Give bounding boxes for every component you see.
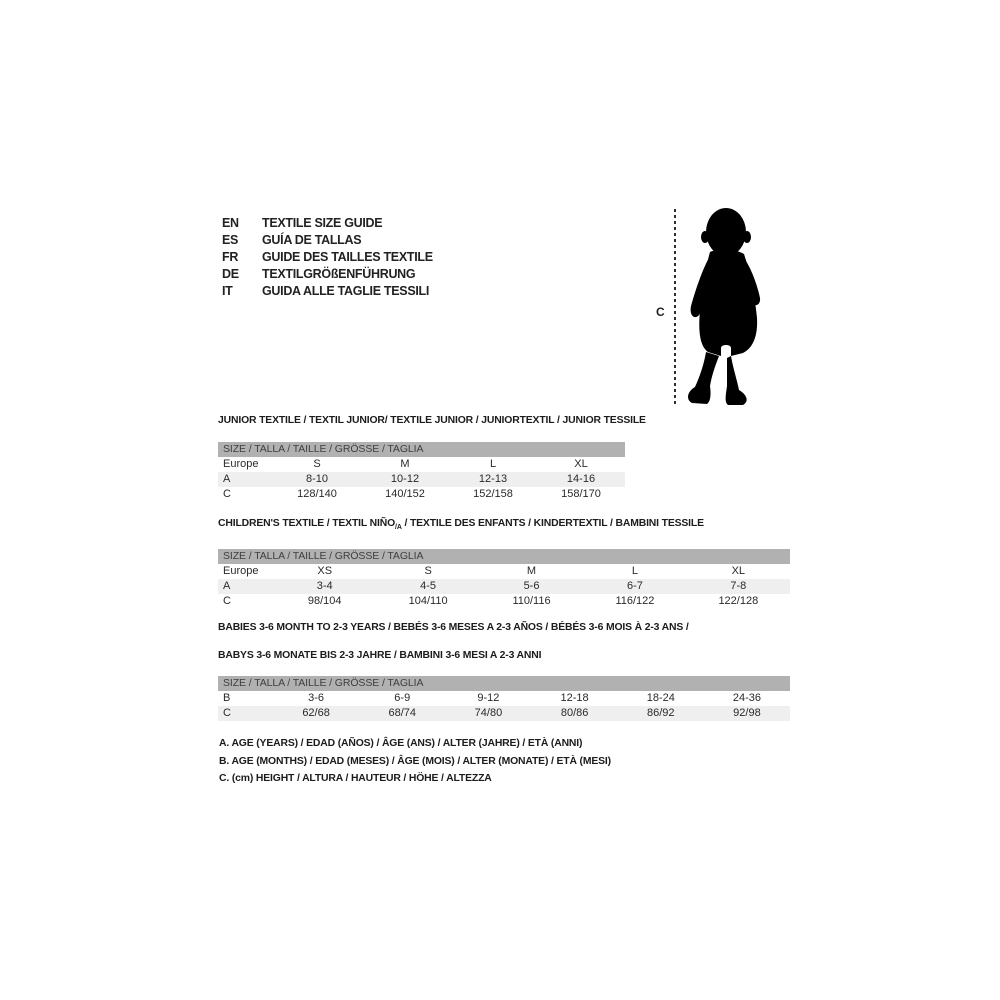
table-cell: 12-13 xyxy=(478,472,508,485)
table-cell: 158/170 xyxy=(561,487,601,500)
size-table-babies xyxy=(218,621,790,721)
language-code: DE xyxy=(222,267,239,281)
table-rows-junior xyxy=(218,457,625,502)
language-code: EN xyxy=(222,216,239,230)
table-row xyxy=(218,706,790,721)
row-label: C xyxy=(223,594,231,607)
row-label: B xyxy=(223,692,231,704)
table-cell: 5-6 xyxy=(523,579,540,592)
row-label: A xyxy=(223,579,231,592)
legend-line: B. AGE (MONTHS) / EDAD (MESES) / ÂGE (MOIS) / ALTER (MONATE) / ETÀ (MESI) xyxy=(219,755,611,767)
table-rows-babies xyxy=(218,691,790,721)
language-code: FR xyxy=(222,250,239,264)
row-label: C xyxy=(223,487,231,500)
table-cell: XS xyxy=(317,564,333,577)
table-row xyxy=(218,691,790,706)
language-label: GUIDE DES TAILLES TEXTILE xyxy=(262,250,433,264)
measure-label-c: C xyxy=(656,305,665,319)
table-cell: 7-8 xyxy=(730,579,747,592)
table-title-line: BABYS 3-6 MONATE BIS 2-3 JAHRE / BAMBINI 3-6 MESI A 2-3 ANNI xyxy=(218,649,542,661)
table-cell: 92/98 xyxy=(733,707,761,719)
table-cell: L xyxy=(489,457,497,470)
table-header-babies: SIZE / TALLA / TAILLE / GRÖSSE / TAGLIA xyxy=(218,676,790,691)
table-title-line: BABIES 3-6 MONTH TO 2-3 YEARS / BEBÉS 3-6 MESES A 2-3 AÑOS / BÉBÉS 3-6 MOIS À 2-3 ANS / xyxy=(218,622,689,633)
table-cell: 74/80 xyxy=(474,707,503,719)
language-list xyxy=(222,215,433,300)
table-cell: 110/116 xyxy=(512,594,551,607)
table-row xyxy=(218,594,790,609)
table-cell: 86/92 xyxy=(647,707,675,719)
language-label: TEXTILGRÖßENFÜHRUNG xyxy=(262,267,416,281)
table-title-children xyxy=(218,517,790,536)
language-label: GUÍA DE TALLAS xyxy=(262,233,362,247)
table-cell: 62/68 xyxy=(302,707,330,719)
language-row xyxy=(222,249,433,266)
table-cell: 10-12 xyxy=(390,472,420,485)
table-cell: 128/140 xyxy=(297,487,337,500)
table-header-junior: SIZE / TALLA / TAILLE / GRÖSSE / TAGLIA xyxy=(218,442,625,457)
size-table-children xyxy=(218,517,790,609)
table-cell: 24-36 xyxy=(732,692,762,704)
toddler-silhouette-icon xyxy=(686,206,778,410)
table-row xyxy=(218,487,625,502)
table-cell: 140/152 xyxy=(385,487,425,500)
table-cell: 80/86 xyxy=(560,707,589,719)
table-cell: 4-5 xyxy=(420,579,437,592)
table-cell: S xyxy=(313,457,321,470)
table-title-junior xyxy=(218,414,646,429)
table-cell: 6-9 xyxy=(394,692,411,704)
table-rows-children xyxy=(218,564,790,609)
language-code: IT xyxy=(222,284,233,298)
table-cell: 14-16 xyxy=(566,472,596,485)
legend-line: A. AGE (YEARS) / EDAD (AÑOS) / ÂGE (ANS) / ALTER (JAHRE) / ETÀ (ANNI) xyxy=(219,738,583,749)
table-cell: 18-24 xyxy=(646,692,675,704)
language-row xyxy=(222,232,433,249)
language-label: TEXTILE SIZE GUIDE xyxy=(262,216,383,230)
table-cell: 68/74 xyxy=(388,707,417,719)
table-row xyxy=(218,579,790,594)
table-cell: 9-12 xyxy=(477,692,500,704)
table-cell: S xyxy=(424,564,432,577)
table-cell: M xyxy=(526,564,537,577)
table-row xyxy=(218,457,625,472)
table-cell: 8-10 xyxy=(305,472,329,485)
table-row xyxy=(218,564,790,579)
language-row xyxy=(222,283,433,300)
table-cell: 12-18 xyxy=(560,692,589,704)
table-title-babies xyxy=(218,621,790,663)
table-header-children: SIZE / TALLA / TAILLE / GRÖSSE / TAGLIA xyxy=(218,549,790,564)
measure-legend xyxy=(219,735,611,788)
table-cell: 98/104 xyxy=(307,594,342,607)
legend-line: C. (cm) HEIGHT / ALTURA / HAUTEUR / HÖHE / ALTEZZA xyxy=(219,773,492,784)
table-title-line: JUNIOR TEXTILE / TEXTIL JUNIOR/ TEXTILE JUNIOR / JUNIORTEXTIL / JUNIOR TESSILE xyxy=(218,415,646,426)
table-cell: 152/158 xyxy=(473,487,513,500)
language-row xyxy=(222,215,433,232)
table-cell: 122/128 xyxy=(718,594,759,607)
language-code: ES xyxy=(222,233,239,247)
size-table-junior xyxy=(218,414,646,502)
row-label: C xyxy=(223,707,231,719)
table-cell: 3-4 xyxy=(316,579,333,592)
table-cell: L xyxy=(631,564,638,577)
table-cell: 6-7 xyxy=(626,579,643,592)
height-measure-dashed-line xyxy=(674,209,676,406)
table-cell: M xyxy=(400,457,410,470)
row-label: Europe xyxy=(223,564,259,577)
table-title-line: CHILDREN'S TEXTILE / TEXTIL $NIÑO_{/A}$ / TEXTILE DES ENFANTS / KINDERTEXTIL / BAMBINI TESSILE xyxy=(218,518,704,532)
table-row xyxy=(218,472,625,487)
language-row xyxy=(222,266,433,283)
table-cell: XL xyxy=(574,457,588,470)
table-cell: XL xyxy=(731,564,746,577)
row-label: Europe xyxy=(223,457,259,470)
table-cell: 116/122 xyxy=(615,594,655,607)
table-cell: 3-6 xyxy=(308,692,325,704)
table-cell: 104/110 xyxy=(408,594,448,607)
language-label: GUIDA ALLE TAGLIE TESSILI xyxy=(262,284,430,298)
row-label: A xyxy=(223,472,231,485)
